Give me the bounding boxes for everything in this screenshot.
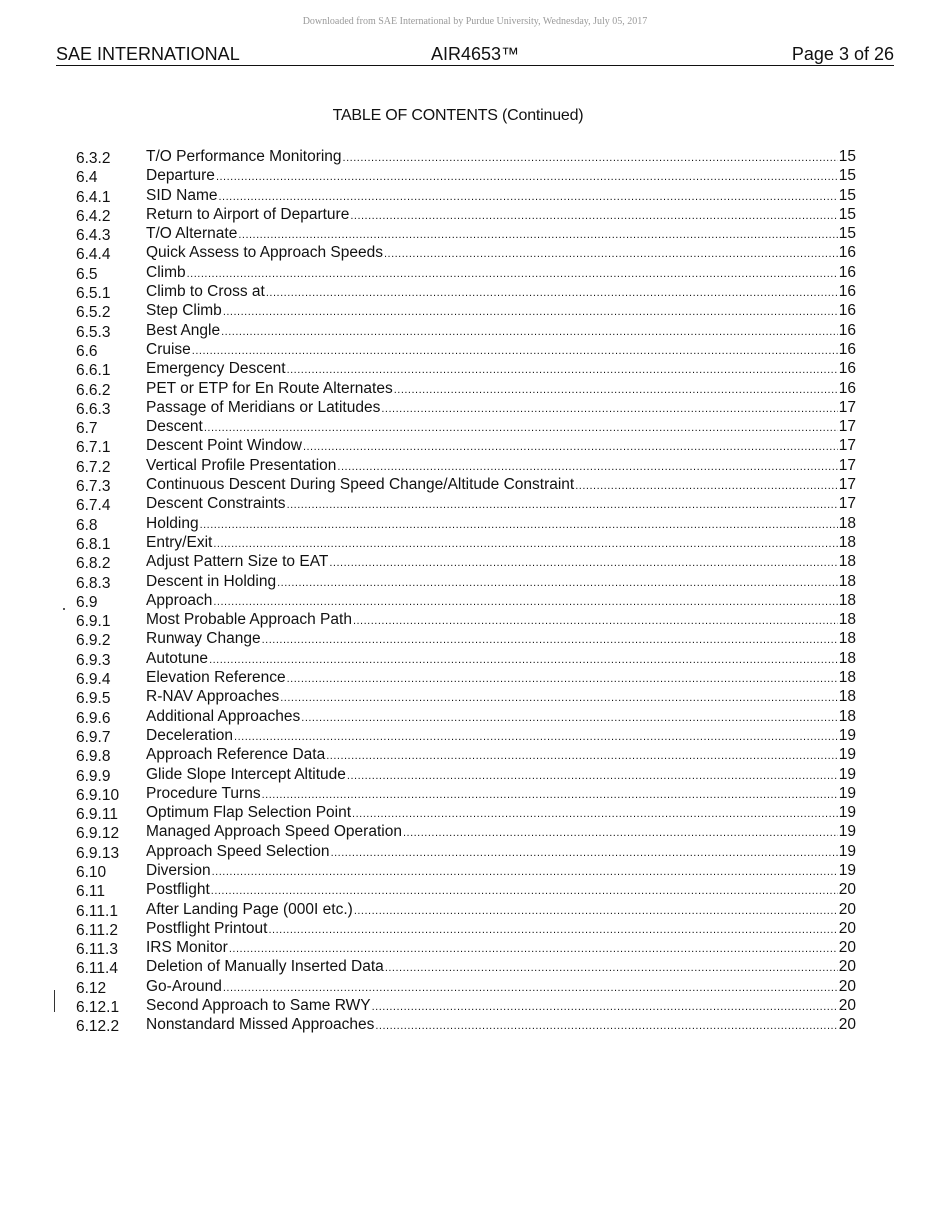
toc-entry — [76, 475, 856, 494]
toc-entry-number: 6.6.2 — [76, 381, 111, 399]
toc-entry-page: 19 — [838, 861, 856, 879]
toc-entry-page: 16 — [838, 340, 856, 358]
toc-entry-title: Descent Point Window — [146, 437, 302, 455]
toc-entry-page: 18 — [838, 669, 856, 687]
toc-entry-page: 15 — [838, 205, 856, 223]
toc-entry-title: Most Probable Approach Path — [146, 611, 352, 629]
toc-entry-number: 6.8 — [76, 516, 98, 534]
toc-entry-page: 16 — [838, 321, 856, 339]
toc-entry — [76, 1015, 856, 1034]
scan-artifact-line — [54, 990, 55, 1012]
toc-entry — [76, 436, 856, 455]
toc-entry-title: After Landing Page (000I etc.) — [146, 900, 353, 918]
toc-entry-page: 17 — [838, 456, 856, 474]
toc-entry — [76, 668, 856, 687]
toc-entry-number: 6.4 — [76, 169, 98, 187]
toc-entry-line — [146, 379, 856, 400]
toc-entry — [76, 321, 856, 340]
toc-entry-line — [146, 398, 856, 419]
download-watermark: Downloaded from SAE International by Purdue University, Wednesday, July 05, 2017 — [302, 16, 648, 27]
toc-entry — [76, 417, 856, 436]
toc-entry-line — [146, 475, 856, 496]
toc-entry — [76, 649, 856, 668]
toc-entry-number: 6.11.4 — [76, 960, 118, 978]
toc-entry-page: 15 — [838, 186, 856, 204]
toc-entry — [76, 301, 856, 320]
toc-entry — [76, 900, 856, 919]
toc-entry — [76, 186, 856, 205]
toc-entry-title: T/O Alternate — [146, 225, 238, 243]
toc-entry-title: Emergency Descent — [146, 360, 286, 378]
toc-entry-line — [146, 147, 856, 168]
toc-entry-title: Departure — [146, 167, 215, 185]
toc-entry — [76, 494, 856, 513]
toc-entry — [76, 726, 856, 745]
toc-entry-page: 18 — [838, 707, 856, 725]
toc-entry-page: 18 — [838, 649, 856, 667]
toc-entry-number: 6.4.3 — [76, 227, 111, 245]
toc-entry-number: 6.7.4 — [76, 497, 111, 515]
toc-entry-title: Approach Reference Data — [146, 746, 326, 764]
toc-entry-line — [146, 803, 856, 824]
toc-entry-page: 20 — [838, 939, 856, 957]
toc-entry-number: 6.9 — [76, 593, 98, 611]
toc-entry-page: 20 — [838, 900, 856, 918]
toc-entry-number: 6.9.2 — [76, 632, 111, 650]
toc-entry-number: 6.7.1 — [76, 439, 111, 457]
toc-entry-line — [146, 282, 856, 303]
toc-entry-title: Descent in Holding — [146, 572, 277, 590]
toc-entry-page: 17 — [838, 476, 856, 494]
toc-entry — [76, 456, 856, 475]
toc-entry-line — [146, 938, 856, 959]
toc-entry-number: 6.5.2 — [76, 304, 111, 322]
toc-entry-page: 18 — [838, 611, 856, 629]
toc-entry-page: 16 — [838, 379, 856, 397]
toc-entry-page: 19 — [838, 784, 856, 802]
toc-entry — [76, 919, 856, 938]
toc-entry-number: 6.12.2 — [76, 1018, 120, 1036]
toc-entry-title: Climb to Cross at — [146, 283, 265, 301]
toc-entry-number: 6.3.2 — [76, 150, 111, 167]
toc-entry-title: Optimum Flap Selection Point — [146, 804, 352, 822]
toc-entry-page: 20 — [838, 997, 856, 1015]
toc-entry-line — [146, 186, 856, 207]
toc-entry-line — [146, 610, 856, 631]
toc-entry — [76, 572, 856, 591]
toc-entry-number: 6.9.6 — [76, 709, 111, 727]
toc-entry — [76, 957, 856, 976]
toc-entry-number: 6.12 — [76, 979, 107, 997]
toc-entry-number: 6.12.1 — [76, 999, 120, 1017]
toc-entry — [76, 880, 856, 899]
toc-entry-page: 17 — [838, 437, 856, 455]
toc-entry-page: 16 — [838, 360, 856, 378]
toc-entry-page: 19 — [838, 804, 856, 822]
toc-entry-line — [146, 842, 856, 863]
toc-entry-page: 20 — [838, 1016, 856, 1034]
toc-entry-page: 18 — [838, 630, 856, 648]
toc-entry-line — [146, 668, 856, 689]
toc-entry — [76, 803, 856, 822]
toc-entry-page: 15 — [838, 148, 856, 165]
toc-entry-title: Climb — [146, 263, 186, 281]
toc-entry-title: Procedure Turns — [146, 784, 261, 802]
toc-entry — [76, 340, 856, 359]
toc-entry-number: 6.7 — [76, 420, 98, 438]
toc-entry-line — [146, 224, 856, 245]
toc-entry-title: Cruise — [146, 340, 191, 358]
toc-entry-title: Elevation Reference — [146, 669, 286, 687]
toc-entry-title: Postflight — [146, 881, 210, 899]
toc-entry-number: 6.10 — [76, 863, 107, 881]
toc-entry — [76, 629, 856, 648]
toc-entry-page: 19 — [838, 746, 856, 764]
toc-entry-page: 16 — [838, 244, 856, 262]
toc-entry — [76, 166, 856, 185]
toc-entry-page: 17 — [838, 398, 856, 416]
toc-entry-title: Approach Speed Selection — [146, 842, 330, 860]
toc-entry-number: 6.11.1 — [76, 902, 118, 920]
toc-list — [76, 147, 856, 1035]
toc-entry-title: Go-Around — [146, 977, 222, 995]
page-header — [56, 44, 894, 66]
toc-entry-title: IRS Monitor — [146, 939, 228, 957]
toc-entry-number: 6.5 — [76, 265, 98, 283]
toc-entry-line — [146, 822, 856, 843]
toc-entry — [76, 977, 856, 996]
toc-entry — [76, 263, 856, 282]
toc-entry-page: 15 — [838, 167, 856, 185]
toc-entry-number: 6.6 — [76, 342, 98, 360]
toc-entry-line — [146, 263, 856, 284]
toc-entry-number: 6.9.13 — [76, 844, 120, 862]
toc-entry-number: 6.7.3 — [76, 478, 111, 496]
toc-entry-line — [146, 494, 856, 515]
header-page-number: Page 3 of 26 — [791, 44, 894, 64]
toc-entry-number: 6.4.1 — [76, 188, 111, 206]
toc-entry-number: 6.8.2 — [76, 555, 111, 573]
toc-entry-line — [146, 514, 856, 535]
header-org: SAE INTERNATIONAL — [56, 44, 240, 64]
toc-entry-title: Step Climb — [146, 302, 222, 320]
toc-entry — [76, 861, 856, 880]
toc-entry-line — [146, 340, 856, 361]
toc-entry-title: Managed Approach Speed Operation — [146, 823, 402, 841]
toc-entry-line — [146, 957, 856, 978]
toc-entry-title: Additional Approaches — [146, 707, 301, 725]
toc-entry-page: 18 — [838, 572, 856, 590]
toc-entry-page: 20 — [838, 977, 856, 995]
toc-entry-number: 6.9.3 — [76, 651, 111, 669]
toc-entry-line — [146, 900, 856, 921]
toc-entry-title: T/O Performance Monitoring — [146, 148, 342, 165]
scan-artifact-dot — [63, 608, 65, 610]
toc-entry-page: 20 — [838, 881, 856, 899]
toc-entry-number: 6.4.4 — [76, 246, 111, 264]
toc-entry-line — [146, 861, 856, 882]
toc-entry — [76, 205, 856, 224]
toc-entry-title: Descent — [146, 418, 203, 436]
toc-entry — [76, 359, 856, 378]
toc-entry-title: PET or ETP for En Route Alternates — [146, 379, 393, 397]
toc-entry — [76, 765, 856, 784]
toc-entry — [76, 591, 856, 610]
toc-entry-number: 6.5.3 — [76, 323, 111, 341]
toc-entry-page: 19 — [838, 842, 856, 860]
toc-entry-title: SID Name — [146, 186, 218, 204]
toc-entry-title: Passage of Meridians or Latitudes — [146, 398, 381, 416]
toc-entry-title: Entry/Exit — [146, 533, 213, 551]
toc-entry — [76, 282, 856, 301]
toc-entry-number: 6.9.11 — [76, 806, 118, 824]
toc-entry-line — [146, 436, 856, 457]
toc-entry — [76, 610, 856, 629]
toc-entry-title: Vertical Profile Presentation — [146, 456, 337, 474]
toc-entry-title: Holding — [146, 514, 199, 532]
toc-entry-line — [146, 533, 856, 554]
toc-entry-number: 6.8.1 — [76, 535, 111, 553]
toc-entry-number: 6.9.7 — [76, 728, 111, 746]
toc-entry-line — [146, 687, 856, 708]
toc-entry-number: 6.9.12 — [76, 825, 120, 843]
toc-entry-title: Diversion — [146, 861, 211, 879]
toc-entry-line — [146, 880, 856, 901]
toc-entry-line — [146, 919, 856, 940]
toc-entry-number: 6.5.1 — [76, 285, 111, 303]
toc-entry — [76, 938, 856, 957]
toc-entry-title: Adjust Pattern Size to EAT — [146, 553, 329, 571]
toc-entry-title: Best Angle — [146, 321, 221, 339]
toc-entry-line — [146, 243, 856, 264]
toc-entry-number: 6.11 — [76, 883, 106, 901]
toc-entry-page: 20 — [838, 958, 856, 976]
toc-entry-page: 18 — [838, 533, 856, 551]
toc-entry — [76, 552, 856, 571]
toc-entry-title: Second Approach to Same RWY — [146, 997, 371, 1015]
toc-entry-title: Runway Change — [146, 630, 261, 648]
toc-entry-line — [146, 166, 856, 187]
toc-entry-line — [146, 629, 856, 650]
toc-entry-page: 17 — [838, 495, 856, 513]
toc-entry-number: 6.9.1 — [76, 613, 111, 631]
toc-entry — [76, 243, 856, 262]
toc-entry — [76, 379, 856, 398]
toc-entry-line — [146, 572, 856, 593]
toc-entry-number: 6.6.3 — [76, 400, 111, 418]
toc-entry-line — [146, 591, 856, 612]
toc-entry-number: 6.4.2 — [76, 207, 111, 225]
toc-entry-line — [146, 301, 856, 322]
toc-entry — [76, 224, 856, 243]
toc-entry-page: 18 — [838, 553, 856, 571]
toc-entry-number: 6.9.4 — [76, 671, 111, 689]
toc-entry-title: Deletion of Manually Inserted Data — [146, 958, 384, 976]
toc-entry — [76, 687, 856, 706]
toc-entry-title: Deceleration — [146, 726, 234, 744]
toc-entry-title: Return to Airport of Departure — [146, 205, 350, 223]
toc-entry — [76, 147, 856, 166]
toc-entry-page: 18 — [838, 591, 856, 609]
toc-entry-title: Continuous Descent During Speed Change/Altitude Constraint — [146, 476, 575, 494]
toc-entry-page: 18 — [838, 688, 856, 706]
toc-entry-title: R-NAV Approaches — [146, 688, 280, 706]
toc-entry-number: 6.9.9 — [76, 767, 111, 785]
toc-entry-line — [146, 765, 856, 786]
toc-entry-page: 20 — [838, 919, 856, 937]
toc-entry-number: 6.6.1 — [76, 362, 111, 380]
toc-entry-number: 6.7.2 — [76, 458, 111, 476]
toc-entry-number: 6.11.3 — [76, 941, 118, 959]
toc-entry-title: Glide Slope Intercept Altitude — [146, 765, 346, 783]
toc-dot-leader — [375, 1017, 837, 1036]
toc-entry-line — [146, 456, 856, 477]
toc-entry-title: Nonstandard Missed Approaches — [146, 1016, 375, 1034]
toc-entry-page: 16 — [838, 283, 856, 301]
toc-entry — [76, 398, 856, 417]
toc-entry — [76, 822, 856, 841]
toc-entry — [76, 784, 856, 803]
toc-entry-line — [146, 745, 856, 766]
toc-entry-line — [146, 996, 856, 1017]
toc-entry-page: 16 — [838, 302, 856, 320]
toc-entry-title: Autotune — [146, 649, 209, 667]
toc-entry-page: 19 — [838, 726, 856, 744]
toc-entry-line — [146, 977, 856, 998]
toc-entry — [76, 745, 856, 764]
toc-entry-page: 16 — [838, 263, 856, 281]
toc-entry-line — [146, 1015, 856, 1036]
toc-entry — [76, 707, 856, 726]
toc-entry — [76, 533, 856, 552]
toc-entry-number: 6.11.2 — [76, 921, 118, 939]
toc-entry-line — [146, 205, 856, 226]
toc-entry-line — [146, 707, 856, 728]
toc-entry-number: 6.9.5 — [76, 690, 111, 708]
toc-entry-line — [146, 552, 856, 573]
toc-entry-title: Approach — [146, 591, 213, 609]
toc-entry-line — [146, 649, 856, 670]
toc-entry-line — [146, 359, 856, 380]
toc-entry-line — [146, 726, 856, 747]
toc-entry — [76, 514, 856, 533]
toc-entry-number: 6.8.3 — [76, 574, 111, 592]
toc-entry-page: 19 — [838, 823, 856, 841]
toc-entry — [76, 996, 856, 1015]
toc-entry-line — [146, 784, 856, 805]
toc-entry-page: 19 — [838, 765, 856, 783]
toc-entry-number: 6.9.8 — [76, 748, 111, 766]
toc-entry-page: 18 — [838, 514, 856, 532]
header-doc-id: AIR4653™ — [430, 44, 520, 64]
toc-entry-page: 15 — [838, 225, 856, 243]
toc-title: TABLE OF CONTENTS (Continued) — [332, 107, 584, 124]
toc-entry-line — [146, 417, 856, 438]
toc-entry-title: Descent Constraints — [146, 495, 286, 513]
toc-entry — [76, 842, 856, 861]
toc-entry-line — [146, 321, 856, 342]
toc-entry-title: Postflight Printout — [146, 919, 268, 937]
toc-entry-title: Quick Assess to Approach Speeds — [146, 244, 383, 262]
toc-entry-page: 17 — [838, 418, 856, 436]
toc-entry-number: 6.9.10 — [76, 786, 120, 804]
